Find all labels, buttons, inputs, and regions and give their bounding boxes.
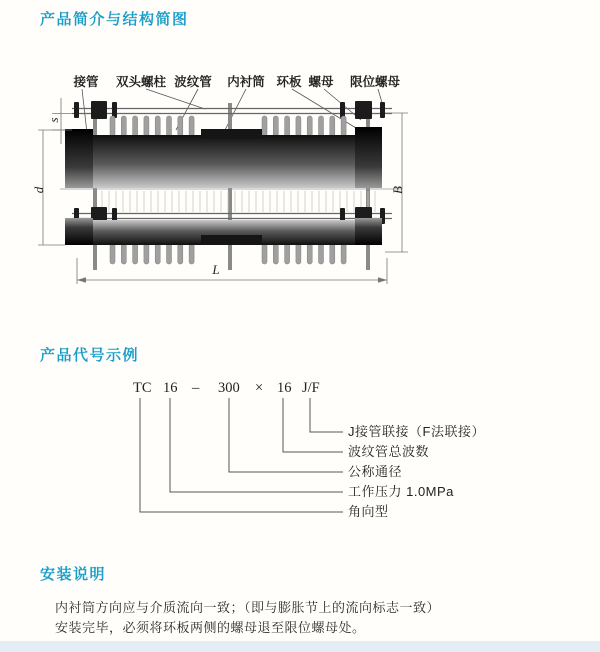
code-token-dash: – [192,380,200,396]
code-token-connection: J/F [302,380,320,396]
installation-line: 内衬筒方向应与介质流向一致；（即与膨胀节上的流向标志一致） [55,600,441,615]
code-token-pressure: 16 [163,380,178,396]
code-token-waves: 16 [277,380,292,396]
label-bellows: 波纹管 [174,75,212,89]
dimension-d [31,130,65,245]
explain-type: 角向型 [348,504,389,519]
section-title-code-example: 产品代号示例 [40,347,140,364]
product-code-diagram [98,372,568,532]
code-callout-lines [140,398,343,512]
footer-band [0,641,600,652]
label-nut: 螺母 [308,75,334,89]
dimension-b [385,113,408,252]
explain-connection: J接管联接（F法联接） [348,424,485,439]
liner-hatch-lines [102,191,375,212]
body-lower [65,218,382,245]
code-token-times: × [255,380,264,396]
dim-label-d: d [31,186,46,194]
label-ring-plate: 环板 [276,75,302,89]
section-title-intro: 产品简介与结构简图 [40,11,189,28]
explain-pressure: 工作压力 1.0MPa [348,484,454,499]
dim-label-b: B [390,186,405,194]
code-tokens [133,380,320,396]
code-explanations [348,424,485,519]
explain-waves: 波纹管总波数 [348,444,430,459]
label-pipe-end: 接管 [73,75,99,89]
section-title-installation: 安装说明 [40,566,107,583]
diagram-part-labels [72,74,400,89]
label-limit-nut: 限位螺母 [349,75,401,89]
code-token-type: TC [133,380,152,396]
structure-diagram [30,62,470,292]
label-stud: 双头螺柱 [115,75,167,89]
explain-diameter: 公称通径 [348,464,403,479]
code-token-diameter: 300 [218,380,240,396]
installation-instructions [55,598,555,638]
label-liner: 内衬筒 [227,75,265,89]
dim-label-l: L [212,262,220,277]
installation-line: 安装完毕，必须将环板两侧的螺母退至限位螺母处。 [55,620,366,635]
body-upper [65,127,382,188]
dim-label-s: s [46,117,61,123]
